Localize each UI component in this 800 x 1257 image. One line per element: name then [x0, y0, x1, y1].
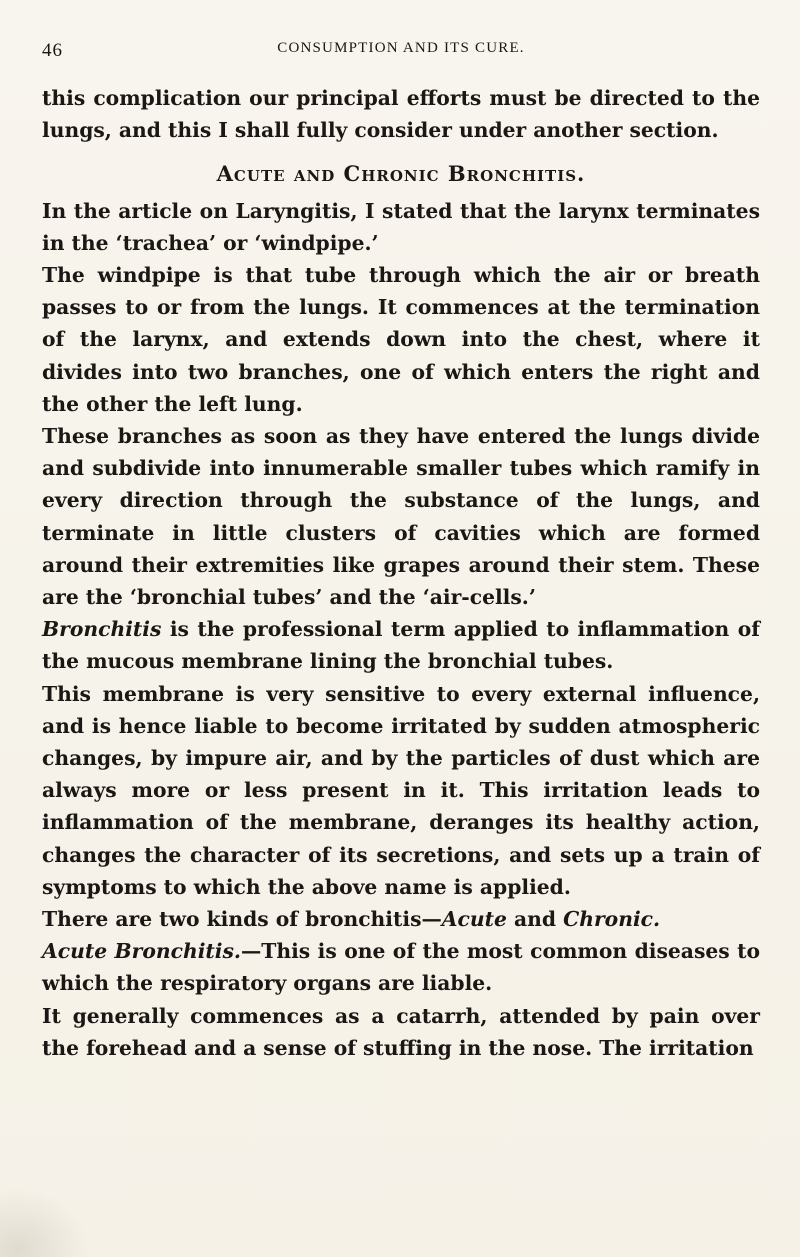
term-acute-bronchitis: Acute Bronchitis.	[42, 939, 241, 964]
paragraph-catarrh: It generally commences as a catarrh, attended by pain over the forehead and a sense of stuffing in the nose. The irritation	[42, 1003, 760, 1060]
running-head	[42, 30, 760, 70]
page-stain	[0, 1187, 90, 1257]
and-text: and	[506, 907, 564, 932]
paragraph-acute-bronchitis	[42, 935, 760, 999]
section-heading: Acute and Chronic Bronchitis.	[216, 161, 586, 187]
paragraph-bronchitis-definition	[42, 613, 760, 677]
term-acute: Acute	[441, 907, 507, 932]
two-kinds-text: There are two kinds of bronchitis—	[42, 907, 442, 932]
page-number: 46	[42, 40, 63, 61]
term-bronchitis: Bronchitis	[42, 617, 162, 642]
running-title: CONSUMPTION AND ITS CURE.	[277, 40, 525, 56]
definition-text: is the professional term applied to inflammation of the mucous membrane lining the bronchial tubes.	[42, 617, 760, 674]
body-text	[42, 82, 760, 1064]
paragraph-two-kinds	[42, 903, 760, 935]
acute-bronchitis-text: —This is one of the most common diseases to which the respiratory organs are liable.	[42, 939, 760, 996]
paragraph-continuation: this complication our principal efforts must be directed to the lungs, and this I shall fully consider under another section.	[42, 86, 760, 143]
term-chronic: Chronic.	[563, 907, 661, 932]
paragraph-windpipe: The windpipe is that tube through which the air or breath passes to or from the lungs. It commences at the termination of the larynx, and extends down into the chest, where it divides into two branches, one of which enters the right and the other the left lung.	[42, 263, 760, 416]
paragraph-larynx: In the article on Laryngitis, I stated that the larynx terminates in the ‘trachea’ or ‘windpipe.’	[42, 198, 760, 255]
paragraph-branches: These branches as soon as they have entered the lungs divide and subdivide into innumerable smaller tubes which ramify in every direction through the substance of the lungs, and terminate in little clusters of cavities which are formed around their extremities like grapes around their stem. These are the ‘bronchial tubes’ and the ‘air-cells.’	[42, 424, 760, 610]
paragraph-membrane: This membrane is very sensitive to every external influence, and is hence liable to become irritated by sudden atmospheric changes, by impure air, and by the particles of dust which are always more or less present in it. This irritation leads to inflammation of the membrane, deranges its healthy action, changes the character of its secretions, and sets up a train of symptoms to which the above name is applied.	[42, 681, 760, 899]
